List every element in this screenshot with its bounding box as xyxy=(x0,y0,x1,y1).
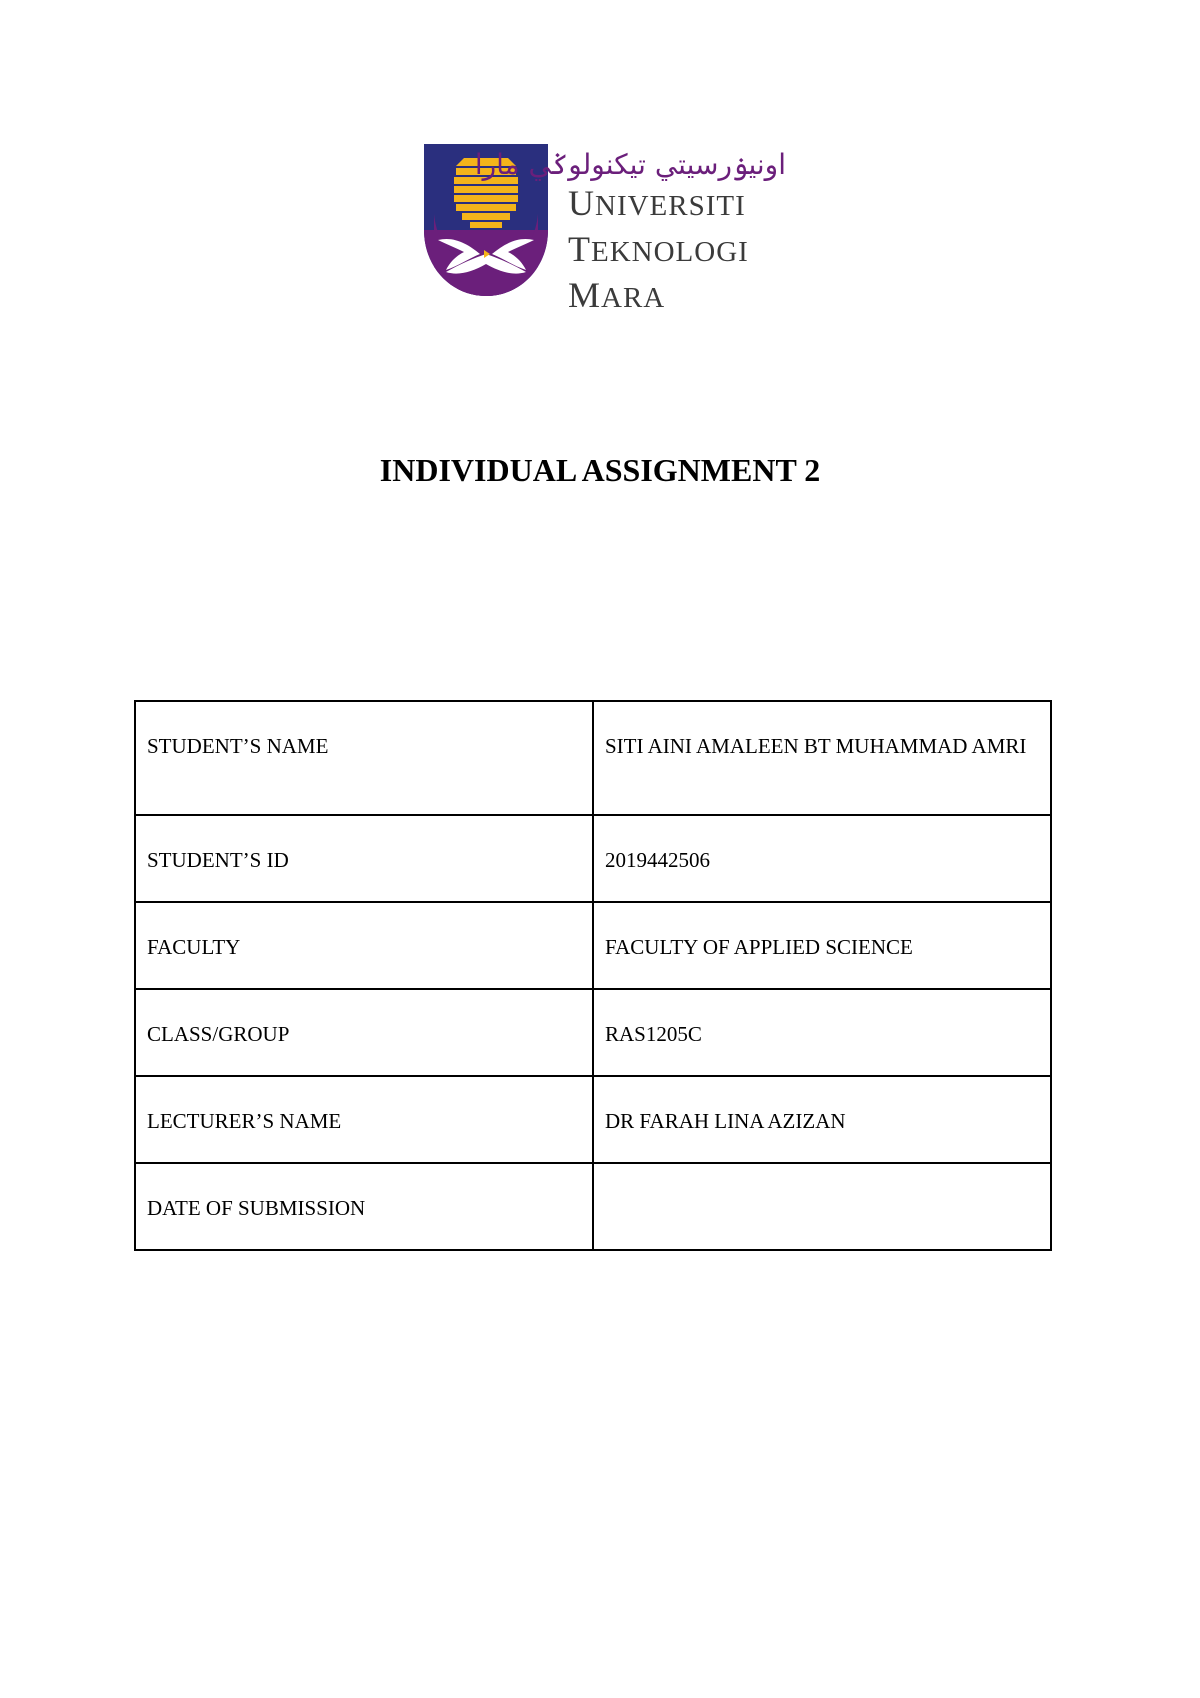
university-logo xyxy=(424,144,790,315)
student-details-table xyxy=(134,700,1052,1251)
label-cell: LECTURER’S NAME xyxy=(135,1076,593,1163)
value-cell: 2019442506 xyxy=(593,815,1051,902)
wordmark-line-3: MARA xyxy=(568,275,666,315)
wordmark-line-1: UNIVERSITI xyxy=(568,183,746,223)
university-wordmark xyxy=(568,184,749,322)
table-row xyxy=(135,989,1051,1076)
value-cell: SITI AINI AMALEEN BT MUHAMMAD AMRI xyxy=(593,701,1051,815)
value-cell: FACULTY OF APPLIED SCIENCE xyxy=(593,902,1051,989)
label-cell: DATE OF SUBMISSION xyxy=(135,1163,593,1250)
label-cell: STUDENT’S NAME xyxy=(135,701,593,815)
label-cell: CLASS/GROUP xyxy=(135,989,593,1076)
table-row xyxy=(135,701,1051,815)
jawi-script-logo-icon xyxy=(474,144,788,186)
table-row xyxy=(135,1163,1051,1250)
value-cell xyxy=(593,1163,1051,1250)
table-row xyxy=(135,815,1051,902)
table-row xyxy=(135,1076,1051,1163)
value-cell: DR FARAH LINA AZIZAN xyxy=(593,1076,1051,1163)
label-cell: STUDENT’S ID xyxy=(135,815,593,902)
value-cell: RAS1205C xyxy=(593,989,1051,1076)
document-title: INDIVIDUAL ASSIGNMENT 2 xyxy=(379,452,821,488)
label-cell: FACULTY xyxy=(135,902,593,989)
table-row xyxy=(135,902,1051,989)
jawi-text: اونيۏرسيتي تيکنولوݢي مارا xyxy=(474,148,786,181)
wordmark-line-2: TEKNOLOGI xyxy=(568,229,749,269)
